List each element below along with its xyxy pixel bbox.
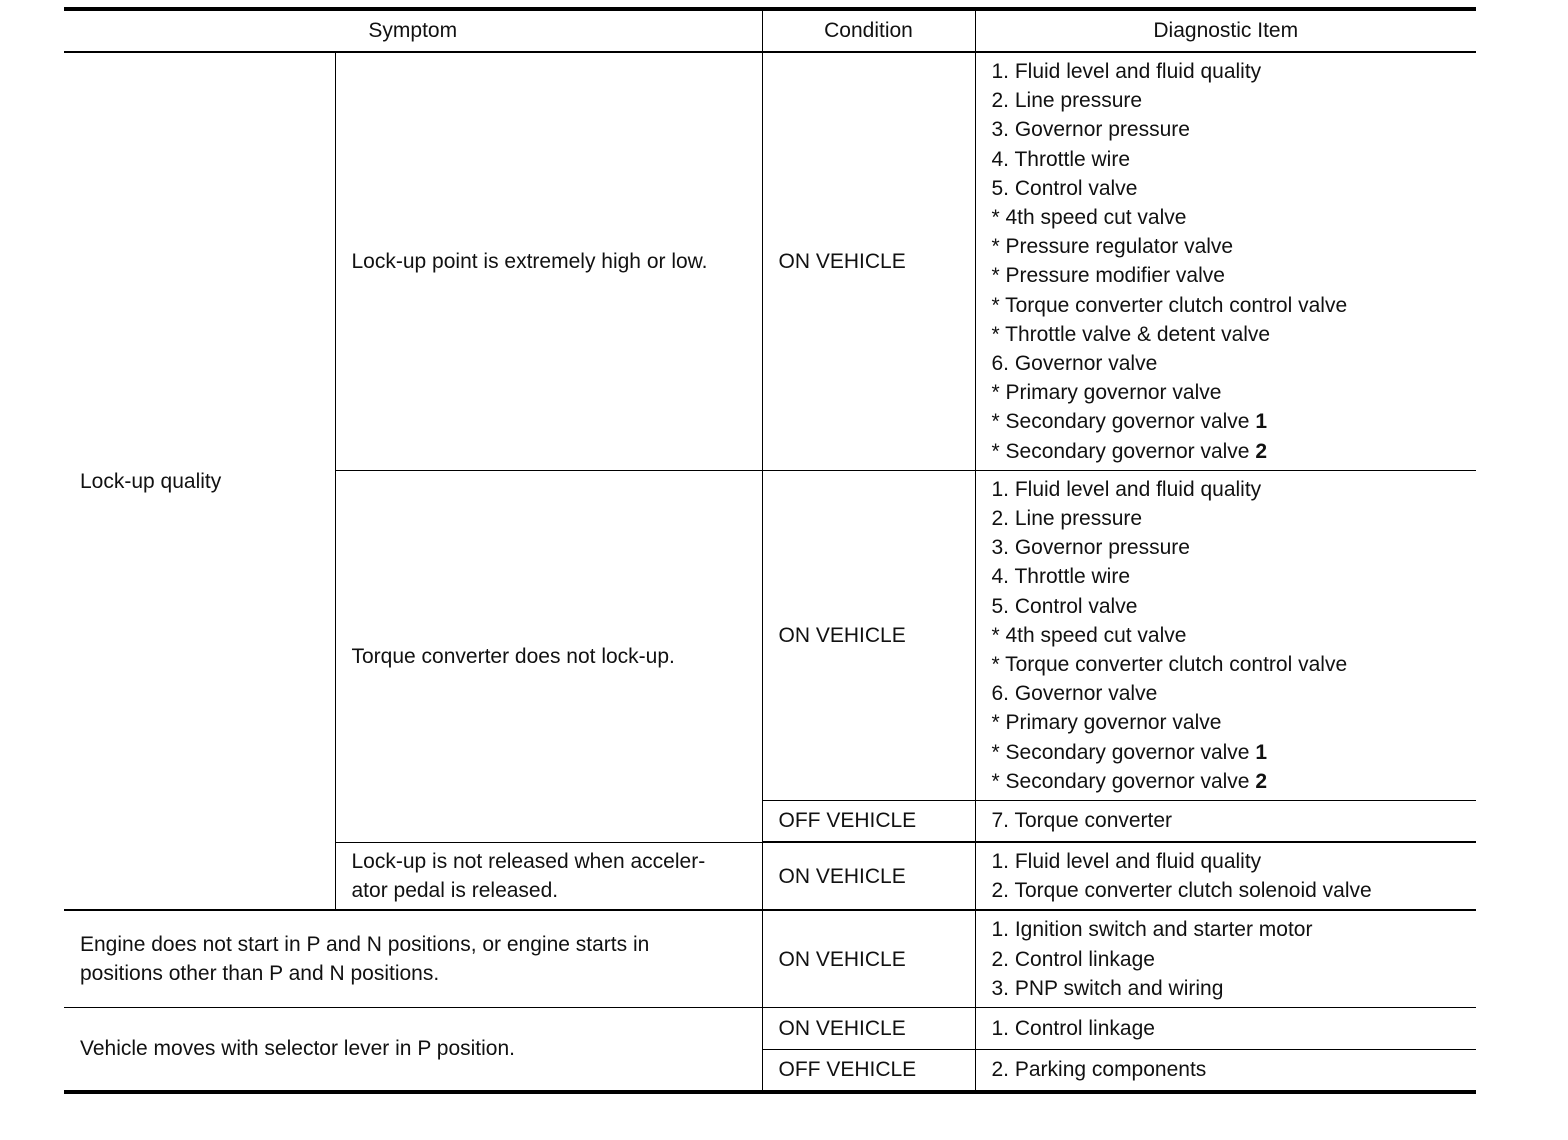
diagnostic-items-cell <box>975 470 1476 800</box>
diagnostic-item-number: 2 <box>1255 439 1267 463</box>
table-header-row <box>64 9 1476 52</box>
symptom-cell <box>335 842 762 910</box>
diagnostic-item: * Torque converter clutch control valve <box>991 653 1348 677</box>
diagnostic-items-cell: 2. Parking components <box>975 1050 1476 1093</box>
diagnostic-table <box>64 7 1476 1094</box>
diagnostic-item: 1. Fluid level and fluid quality <box>991 850 1262 874</box>
diagnostic-item: 2. Torque converter clutch solenoid valve <box>991 879 1372 903</box>
symptom-cell: Torque converter does not lock-up. <box>335 470 762 842</box>
diagnostic-item: 6. Governor valve <box>991 682 1158 706</box>
table-row <box>64 52 1476 470</box>
diagnostic-items-cell <box>975 52 1476 470</box>
diagnostic-item: * Torque converter clutch control valve <box>991 293 1348 317</box>
symptom-cell <box>64 910 762 1007</box>
condition-cell: ON VEHICLE <box>762 910 975 1007</box>
diagnostic-item: 5. Control valve <box>991 594 1138 618</box>
header-condition: Condition <box>762 9 975 52</box>
diagnostic-item: 2. Line pressure <box>991 507 1143 531</box>
diagnostic-item-text: * Secondary governor valve <box>991 439 1256 463</box>
diagnostic-item: * Throttle valve & detent valve <box>991 322 1271 346</box>
condition-cell: ON VEHICLE <box>762 1008 975 1050</box>
diagnostic-item-number: 2 <box>1255 769 1267 793</box>
diagnostic-item: * 4th speed cut valve <box>991 623 1187 647</box>
symptom-cell: Lock-up point is extremely high or low. <box>335 52 762 470</box>
diagnostic-item: * Pressure regulator valve <box>991 235 1234 259</box>
diagnostic-items-cell: 7. Torque converter <box>975 801 1476 843</box>
diagnostic-item: 3. Governor pressure <box>991 536 1190 560</box>
lockup-quality-category: Lock-up quality <box>64 52 335 910</box>
condition-cell: ON VEHICLE <box>762 52 975 470</box>
diagnostic-item: 1. Fluid level and fluid quality <box>991 60 1262 83</box>
condition-cell: OFF VEHICLE <box>762 1050 975 1093</box>
condition-cell: ON VEHICLE <box>762 470 975 800</box>
diagnostic-item: * Primary governor valve <box>991 381 1222 405</box>
diagnostic-item: 6. Governor valve <box>991 352 1158 376</box>
diagnostic-item: 4. Throttle wire <box>991 565 1130 589</box>
header-diagnostic-item: Diagnostic Item <box>975 9 1476 52</box>
table-row <box>64 1008 1476 1050</box>
diagnostic-item-number: 1 <box>1255 740 1267 764</box>
diagnostic-item <box>992 738 1477 767</box>
symptom-line: Lock-up is not released when acceler- <box>351 849 706 873</box>
table-row <box>64 910 1476 1007</box>
diagnostic-item: * Pressure modifier valve <box>991 264 1225 288</box>
condition-cell: OFF VEHICLE <box>762 801 975 843</box>
diagnostic-item <box>992 437 1477 466</box>
diagnostic-item-text: * Secondary governor valve <box>991 740 1256 764</box>
diagnostic-item: 3. Governor pressure <box>991 118 1190 142</box>
diagnostic-item: 5. Control valve <box>991 176 1138 200</box>
diagnostic-item: 2. Line pressure <box>991 89 1143 113</box>
diagnostic-item: 1. Fluid level and fluid quality <box>991 477 1262 501</box>
diagnostic-item: 1. Ignition switch and starter motor <box>991 918 1313 942</box>
header-symptom: Symptom <box>64 9 762 52</box>
diagnostic-item: 2. Control linkage <box>991 947 1155 971</box>
diagnostic-item <box>992 767 1477 796</box>
diagnostic-item-number: 1 <box>1255 410 1267 434</box>
diagnostic-item: 3. PNP switch and wiring <box>991 976 1224 1000</box>
symptom-line: Engine does not start in P and N positions, or engine starts in <box>80 933 650 957</box>
diagnostic-item: * Primary governor valve <box>991 711 1222 735</box>
diagnostic-items-cell: 1. Control linkage <box>975 1008 1476 1050</box>
symptom-line: positions other than P and N positions. <box>80 962 440 986</box>
diagnostic-items-cell <box>975 910 1476 1007</box>
diagnostic-item: * 4th speed cut valve <box>991 206 1187 230</box>
diagnostic-item-text: * Secondary governor valve <box>991 410 1256 434</box>
diagnostic-items-cell <box>975 842 1476 910</box>
symptom-line: ator pedal is released. <box>351 879 559 903</box>
condition-cell: ON VEHICLE <box>762 842 975 910</box>
diagnostic-item: 4. Throttle wire <box>991 147 1130 171</box>
diagnostic-item-text: * Secondary governor valve <box>991 769 1256 793</box>
diagnostic-item <box>992 407 1477 436</box>
symptom-cell: Vehicle moves with selector lever in P position. <box>64 1008 762 1093</box>
